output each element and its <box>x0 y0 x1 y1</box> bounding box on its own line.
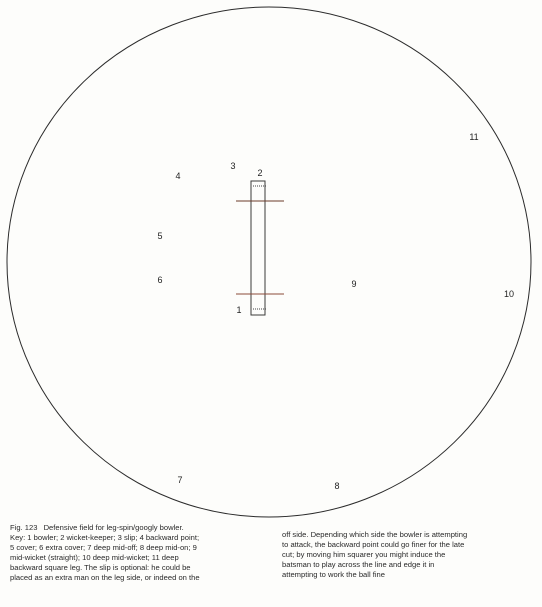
caption-key-line: mid-wicket (straight); 10 deep mid-wicket; 11 deep <box>10 553 179 562</box>
fielder-1-label: 1 <box>236 305 242 315</box>
fielder-11-label: 11 <box>469 132 479 142</box>
fielder-7-label: 7 <box>177 475 183 485</box>
caption-continued-line: cut; by moving him squarer you might induce the <box>282 550 446 559</box>
caption-key-line: placed as an extra man on the leg side, or indeed on the <box>10 573 200 582</box>
fielder-10-label: 10 <box>503 289 515 299</box>
field-boundary <box>7 7 531 517</box>
figure-number: Fig. 123 <box>10 523 38 532</box>
figure-caption <box>10 523 272 583</box>
caption-continued-line: off side. Depending which side the bowler is attempting <box>282 530 468 539</box>
figure-title: Defensive field for leg-spin/googly bowler. <box>43 523 184 532</box>
caption-key-line: Key: 1 bowler; 2 wicket-keeper; 3 slip; 4 backward point; <box>10 533 200 542</box>
caption-key-line: backward square leg. The slip is optional: he could be <box>10 563 191 572</box>
fielder-9-label: 9 <box>351 279 357 289</box>
fielder-6-label: 6 <box>157 275 163 285</box>
caption-continued-line: attempting to work the ball fine <box>282 570 385 579</box>
caption-continued-line: batsman to play across the line and edge it in <box>282 560 435 569</box>
fielder-8-label: 8 <box>334 481 340 491</box>
fielder-2-label: 2 <box>257 168 263 178</box>
fielder-5-label: 5 <box>157 231 163 241</box>
caption-continued-line: to attack, the backward point could go finer for the late <box>282 540 465 549</box>
figure-caption-continued <box>282 530 537 580</box>
pitch <box>236 181 284 315</box>
caption-heading <box>10 523 272 533</box>
fielder-3-label: 3 <box>230 161 236 171</box>
fielder-4-label: 4 <box>175 171 181 181</box>
caption-key-line: 5 cover; 6 extra cover; 7 deep mid-off; 8 deep mid-on; 9 <box>10 543 197 552</box>
